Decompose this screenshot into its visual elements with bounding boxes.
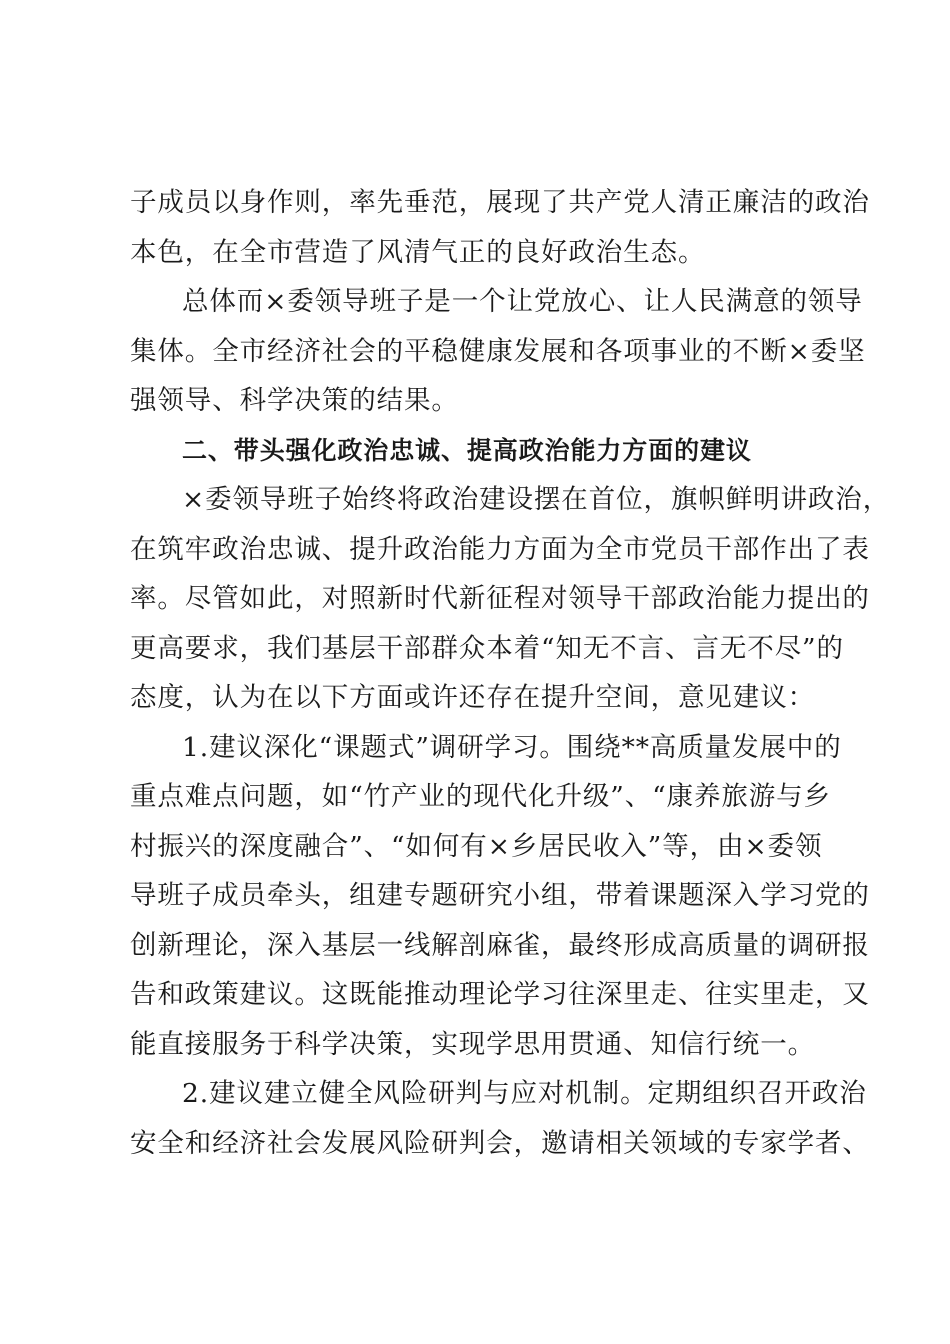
paragraph-line: 更高要求，我们基层干部群众本着“知无不言、言无不尽”的: [130, 632, 844, 664]
list-item-line: 导班子成员牵头，组建专题研究小组，带着课题深入学习党的: [130, 880, 870, 911]
paragraph-line: 率。尽管如此，对照新时代新征程对领导干部政治能力提出的: [130, 583, 870, 614]
list-item-line: 重点难点问题，如“竹产业的现代化升级”、“康养旅游与乡: [130, 781, 831, 812]
list-item-line: 1.建议深化“课题式”调研学习。围绕**高质量发展中的: [182, 731, 842, 763]
list-item-line: 创新理论，深入基层一线解剖麻雀，最终形成高质量的调研报: [130, 929, 870, 961]
paragraph-line: 总体而×委领导班子是一个让党放心、让人民满意的领导: [182, 286, 863, 317]
paragraph-line: 强领导、科学决策的结果。: [130, 385, 459, 416]
list-item-line: 告和政策建议。这既能推动理论学习往深里走、往实里走，又: [130, 979, 870, 1010]
document-body: [130, 178, 891, 1168]
list-item-line: 能直接服务于科学决策，实现学思用贯通、知信行统一。: [130, 1028, 815, 1060]
paragraph-line: 在筑牢政治忠诚、提升政治能力方面为全市党员干部作出了表: [130, 533, 870, 565]
paragraph-line: 态度，认为在以下方面或许还存在提升空间，意见建议：: [130, 682, 815, 713]
paragraph-line: ×委领导班子始终将政治建设摆在首位，旗帜鲜明讲政治，: [182, 484, 891, 515]
paragraph-line: 子成员以身作则，率先垂范，展现了共产党人清正廉洁的政治: [130, 187, 870, 218]
list-item-line: 2.建议建立健全风险研判与应对机制。定期组织召开政治: [182, 1078, 867, 1109]
paragraph-line: 集体。全市经济社会的平稳健康发展和各项事业的不断×委坚: [130, 335, 866, 367]
list-item-line: 村振兴的深度融合”、“如何有×乡居民收入”等，由×委领: [130, 830, 823, 862]
paragraph-line: 本色，在全市营造了风清气正的良好政治生态。: [130, 236, 706, 268]
list-item-line: 安全和经济社会发展风险研判会，邀请相关领域的专家学者、: [130, 1127, 870, 1159]
section-heading: 二、带头强化政治忠诚、提高政治能力方面的建议: [182, 435, 752, 465]
